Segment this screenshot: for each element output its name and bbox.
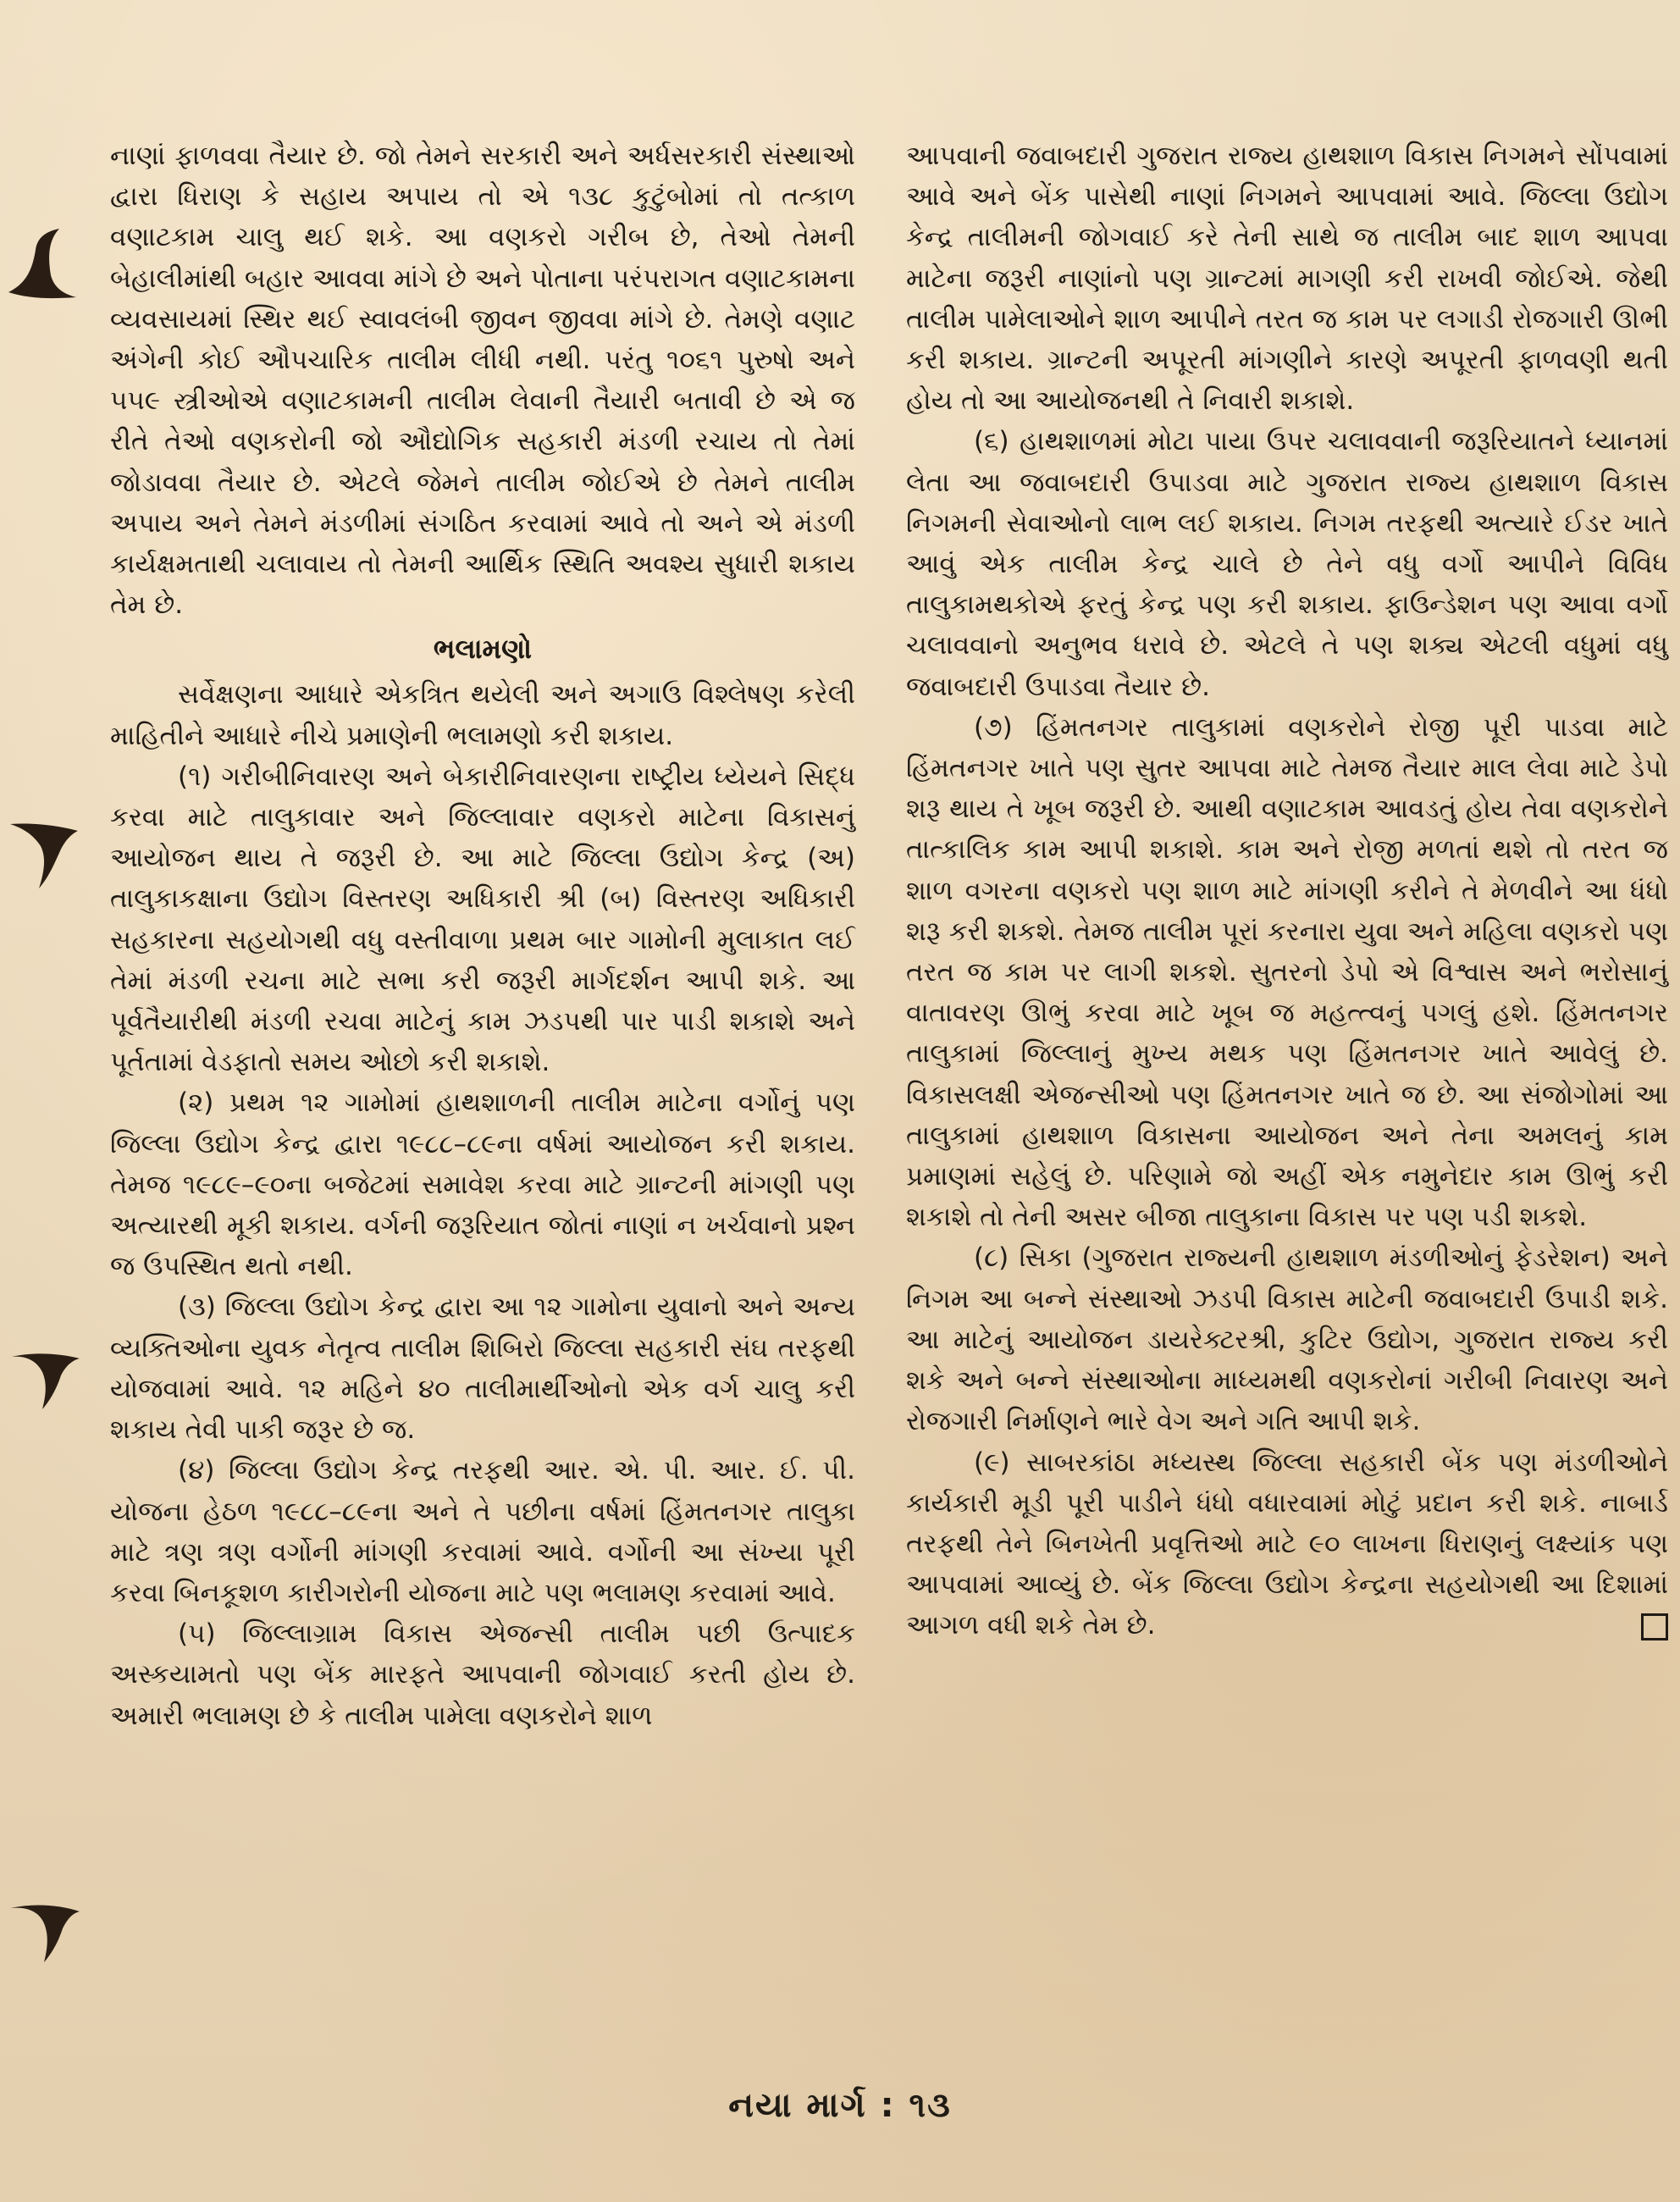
page-footer: નયા માર્ગ : ૧૩ (728, 2086, 952, 2125)
recommendation-item-4: (૪) જિલ્લા ઉદ્યોગ કેન્દ્ર તરફથી આર. એ. પી. આર. ઈ. પી. યોજના હેઠળ ૧૯૮૮–૮૯ના અને તે પછીના વર્ષમાં હિંમતનગર તાલુકા માટે ત્રણ ત્રણ વર્ગોની માંગણી કરવામાં આવે. વર્ગોની આ સંખ્યા પૂરી કરવા બિનકૂશળ કારીગરોની યોજના માટે પણ ભલામણ કરવામાં આવે. (110, 1455, 855, 1608)
recommendation-item-5: (૫) જિલ્લાગ્રામ વિકાસ એજન્સી તાલીમ પછી ઉત્પાદક અસ્કયામતો પણ બેંક મારફતે આપવાની જોગવાઈ કરતી હોય છે. અમારી ભલામણ છે કે તાલીમ પામેલા વણકરોને શાળ (110, 1618, 855, 1731)
binding-hole-mark-4 (0, 1893, 80, 1969)
binding-hole-mark-2 (0, 817, 80, 894)
paragraph-item5-continued: આપવાની જવાબદારી ગુજરાત રાજ્ય હાથશાળ વિકાસ નિગમને સોંપવામાં આવે અને બેંક પાસેથી નાણાં નિગમને આપવામાં આવે. જિલ્લા ઉદ્યોગ કેન્દ્ર તાલીમની જોગવાઈ કરે તેની સાથે જ તાલીમ બાદ શાળ આપવા માટેના જરૂરી નાણાંનો પણ ગ્રાન્ટમાં માગણી કરી રાખવી જોઈએ. જેથી તાલીમ પામેલાઓને શાળ આપીને તરત જ કામ પર લગાડી રોજગારી ઊભી કરી શકાય. ગ્રાન્ટની અપૂરતી માંગણીને કારણે અપૂરતી ફાળવણી થતી હોય તો આ આયોજનથી તે નિવારી શકાશે. (906, 141, 1668, 417)
right-column (906, 136, 1668, 1646)
recommendation-item-8: (૮) સિકા (ગુજરાત રાજ્યની હાથશાળ મંડળીઓનું ફેડરેશન) અને નિગમ આ બન્ને સંસ્થાઓ ઝડપી વિકાસ માટેની જવાબદારી ઉપાડી શકે. આ માટેનું આયોજન ડાયરેક્ટરશ્રી, કુટિર ઉદ્યોગ, ગુજરાત રાજ્ય કરી શકે અને બન્ને સંસ્થાઓના માધ્યમથી વણકરોનાં ગરીબી નિવારણ અને રોજગારી નિર્માણને ભારે વેગ અને ગતિ આપી શકે. (906, 1242, 1668, 1437)
recommendation-item-2: (૨) પ્રથમ ૧૨ ગામોમાં હાથશાળની તાલીમ માટેના વર્ગોનું પણ જિલ્લા ઉદ્યોગ કેન્દ્ર દ્વારા ૧૯૮૮–૮૯ના વર્ષમાં આયોજન કરી શકાય. તેમજ ૧૯૮૯–૯૦ના બજેટમાં સમાવેશ કરવા માટે ગ્રાન્ટની માંગણી પણ અત્યારથી મૂકી શકાય. વર્ગની જરૂરિયાત જોતાં નાણાં ન ખર્ચવાનો પ્રશ્ન જ ઉપસ્થિત થતો નથી. (110, 1087, 855, 1282)
binding-hole-mark-1 (0, 224, 80, 301)
recommendation-item-1: (૧) ગરીબીનિવારણ અને બેકારીનિવારણના રાષ્ટ્રીય ધ્યેયને સિદ્ધ કરવા માટે તાલુકાવાર અને જિલ્લાવાર વણકરો માટેના વિકાસનું આયોજન થાય તે જરૂરી છે. આ માટે જિલ્લા ઉદ્યોગ કેન્દ્ર (અ) તાલુકાકક્ષાના ઉદ્યોગ વિસ્તરણ અધિકારી શ્રી (બ) વિસ્તરણ અધિકારી સહકારના સહયોગથી વધુ વસ્તીવાળા પ્રથમ બાર ગામોની મુલાકાત લઈ તેમાં મંડળી રચના માટે સભા કરી જરૂરી માર્ગદર્શન આપી શકે. આ પૂર્વતૈયારીથી મંડળી રચવા માટેનું કામ ઝડપથી પાર પાડી શકાશે અને પૂર્તતામાં વેડફાતો સમય ઓછો કરી શકાશે. (110, 761, 856, 1078)
section-heading-recommendations: ભલામણો (433, 633, 533, 666)
end-of-article-mark (1641, 1613, 1668, 1640)
recommendation-item-6: (૬) હાથશાળમાં મોટા પાયા ઉપર ચલાવવાની જરૂરિયાતને ધ્યાનમાં લેતા આ જવાબદારી ઉપાડવા માટે ગુજરાત રાજ્ય હાથશાળ વિકાસ નિગમની સેવાઓનો લાભ લઈ શકાય. નિગમ તરફથી અત્યારે ઈડર ખાતે આવું એક તાલીમ કેન્દ્ર ચાલે છે તેને વધુ વર્ગો આપીને વિવિધ તાલુકામથકોએ ફરતું કેન્દ્ર પણ કરી શકાય. ફાઉન્ડેશન પણ આવા વર્ગો ચલાવવાનો અનુભવ ધરાવે છે. એટલે તે પણ શક્ય એટલી વધુમાં વધુ જવાબદારી ઉપાડવા તૈયાર છે. (906, 426, 1668, 702)
binding-hole-mark-3 (0, 1338, 80, 1414)
paragraph-recommendations-intro: સર્વેક્ષણના આધારે એકત્રિત થયેલી અને અગાઉ વિશ્લેષણ કરેલી માહિતીને આધારે નીચે પ્રમાણેની ભલામણો કરી શકાય. (110, 679, 855, 751)
recommendation-item-9 (906, 1442, 1668, 1646)
recommendation-item-7: (૭) હિંમતનગર તાલુકામાં વણકરોને રોજી પૂરી પાડવા માટે હિંમતનગર ખાતે પણ સુતર આપવા માટે તેમજ તૈયાર માલ લેવા માટે ડેપો શરૂ થાય તે ખૂબ જરૂરી છે. આથી વણાટકામ આવડતું હોય તેવા વણકરોને તાત્કાલિક કામ આપી શકાશે. કામ અને રોજી મળતાં થશે તો તરત જ શાળ વગરના વણકરો પણ શાળ માટે માંગણી કરીને તે મેળવીને આ ધંધો શરૂ કરી શકશે. તેમજ તાલીમ પૂરાં કરનારા યુવા અને મહિલા વણકરો પણ તરત જ કામ પર લાગી શકશે. સુતરનો ડેપો એ વિશ્વાસ અને ભરોસાનું વાતાવરણ ઊભું કરવા માટે ખૂબ જ મહત્ત્વનું પગલું હશે. હિંમતનગર તાલુકામાં જિલ્લાનું મુખ્ય મથક પણ હિંમતનગર ખાતે આવેલું છે. વિકાસલક્ષી એજન્સીઓ પણ હિંમતનગર ખાતે જ છે. આ સંજોગોમાં આ તાલુકામાં હાથશાળ વિકાસના આયોજન અને તેના અમલનું કામ પ્રમાણમાં સહેલું છે. પરિણામે જો અહીં એક નમુનેદાર કામ ઊભું કરી શકાશે તો તેની અસર બીજા તાલુકાના વિકાસ પર પણ પડી શકશે. (906, 711, 1668, 1233)
recommendation-item-9-text: (૯) સાબરકાંઠા મધ્યસ્થ જિલ્લા સહકારી બેંક પણ મંડળીઓને કાર્યકારી મૂડી પૂરી પાડીને ધંધો વધારવામાં મોટું પ્રદાન કરી શકે. નાબાર્ડ તરફથી તેને બિનખેતી પ્રવૃત્તિઓ માટે ૯૦ લાખના ધિરાણનું લક્ષ્યાંક પણ આપવામાં આવ્યું છે. બેંક જિલ્લા ઉદ્યોગ કેન્દ્રના સહયોગથી આ દિશામાં આગળ વધી શકે તેમ છે. (906, 1447, 1668, 1641)
left-column (110, 136, 855, 1736)
recommendation-item-3: (૩) જિલ્લા ઉદ્યોગ કેન્દ્ર દ્વારા આ ૧૨ ગામોના યુવાનો અને અન્ય વ્યક્તિઓના યુવક નેતૃત્વ તાલીમ શિબિરો જિલ્લા સહકારી સંઘ તરફથી યોજવામાં આવે. ૧૨ મહિને ૪૦ તાલીમાર્થીઓનો એક વર્ગ ચાલુ કરી શકાય તેવી પાકી જરૂર છે જ. (110, 1292, 855, 1446)
paragraph-intro-continued: નાણાં ફાળવવા તૈયાર છે. જો તેમને સરકારી અને અર્ધસરકારી સંસ્થાઓ દ્વારા ધિરાણ કે સહાય અપાય તો એ ૧૩૮ કુટુંબોમાં તો તત્કાળ વણાટકામ ચાલુ થઈ શકે. આ વણકરો ગરીબ છે, તેઓ તેમની બેહાલીમાંથી બહાર આવવા માંગે છે અને પોતાના પરંપરાગત વણાટકામના વ્યવસાયમાં સ્થિર થઈ સ્વાવલંબી જીવન જીવવા માંગે છે. તેમણે વણાટ અંગેની કોઈ ઔપચારિક તાલીમ લીધી નથી. પરંતુ ૧૦૬૧ પુરુષો અને ૫૫૯ સ્ત્રીઓએ વણાટકામની તાલીમ લેવાની તૈયારી બતાવી છે એ જ રીતે તેઓ વણકરોની જો ઔદ્યોગિક સહકારી મંડળી રચાય તો તેમાં જોડાવવા તૈયાર છે. એટલે જેમને તાલીમ જોઈએ છે તેમને તાલીમ અપાય અને તેમને મંડળીમાં સંગઠિત કરવામાં આવે તો અને એ મંડળી કાર્યક્ષમતાથી ચલાવાય તો તેમની આર્થિક સ્થિતિ અવશ્ય સુધારી શકાય તેમ છે. (110, 141, 855, 621)
